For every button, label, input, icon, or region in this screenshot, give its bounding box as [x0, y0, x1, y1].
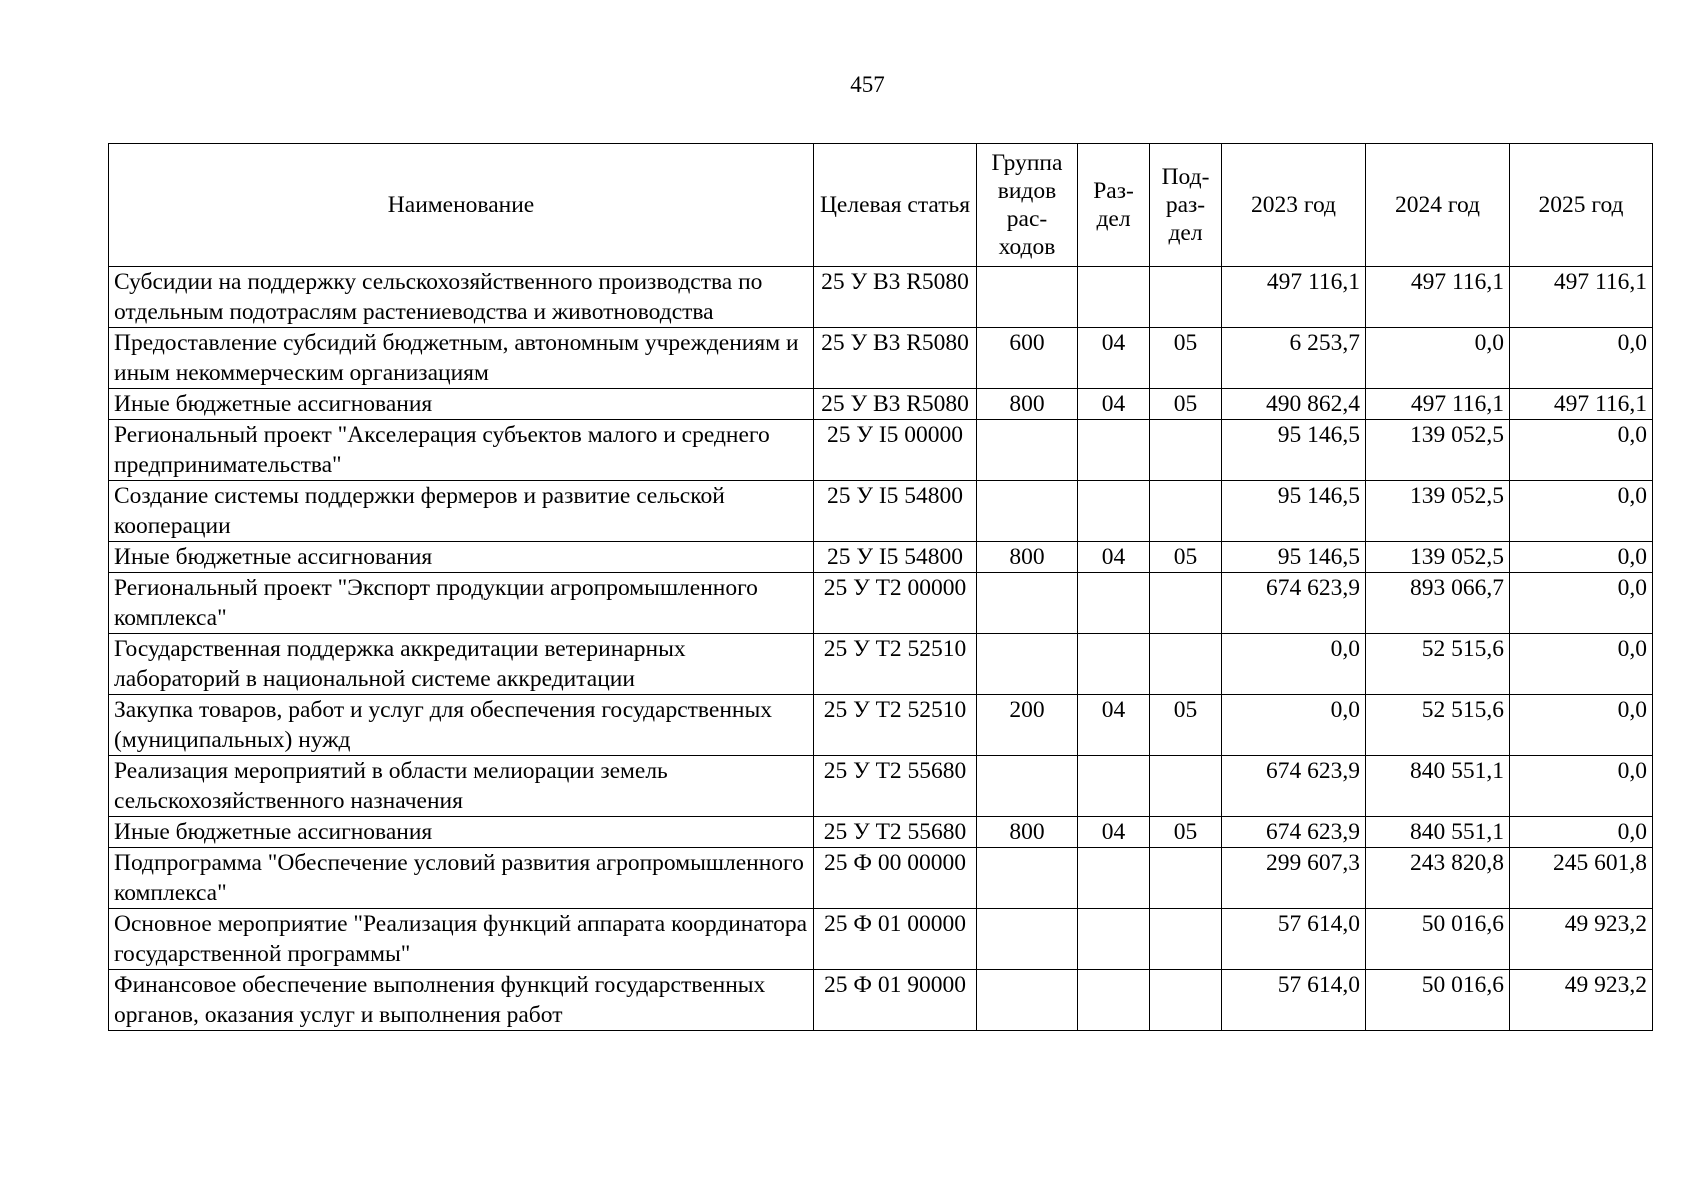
cell-target: 25 У В3 R5080	[814, 267, 977, 328]
cell-y2023: 490 862,4	[1222, 389, 1366, 420]
budget-table	[108, 143, 1653, 1031]
table-row	[109, 848, 1653, 909]
cell-section	[1078, 267, 1150, 328]
header-section: Раз-дел	[1078, 144, 1150, 267]
cell-subsection	[1150, 970, 1222, 1031]
cell-name: Реализация мероприятий в области мелиорации земель сельскохозяйственного назначения	[109, 756, 814, 817]
cell-target: 25 Ф 01 00000	[814, 909, 977, 970]
table-row	[109, 573, 1653, 634]
cell-subsection	[1150, 756, 1222, 817]
cell-subsection	[1150, 909, 1222, 970]
cell-name: Подпрограмма "Обеспечение условий развития агропромышленного комплекса"	[109, 848, 814, 909]
cell-y2025: 497 116,1	[1510, 389, 1653, 420]
cell-y2025: 0,0	[1510, 756, 1653, 817]
table-row	[109, 267, 1653, 328]
cell-y2023: 674 623,9	[1222, 573, 1366, 634]
table-row	[109, 695, 1653, 756]
cell-y2023: 299 607,3	[1222, 848, 1366, 909]
cell-group: 800	[977, 817, 1078, 848]
table-row	[109, 542, 1653, 573]
cell-subsection	[1150, 267, 1222, 328]
cell-group	[977, 909, 1078, 970]
table-row	[109, 970, 1653, 1031]
cell-y2024: 139 052,5	[1366, 542, 1510, 573]
header-target: Целевая статья	[814, 144, 977, 267]
cell-section	[1078, 420, 1150, 481]
cell-name: Основное мероприятие "Реализация функций аппарата координатора государственной программы"	[109, 909, 814, 970]
cell-y2025: 0,0	[1510, 634, 1653, 695]
cell-subsection	[1150, 848, 1222, 909]
cell-name: Субсидии на поддержку сельскохозяйственного производства по отдельным подотраслям растениеводства и животноводства	[109, 267, 814, 328]
table-row	[109, 817, 1653, 848]
cell-subsection	[1150, 481, 1222, 542]
header-2025: 2025 год	[1510, 144, 1653, 267]
cell-group	[977, 420, 1078, 481]
cell-name: Региональный проект "Экспорт продукции агропромышленного комплекса"	[109, 573, 814, 634]
cell-y2024: 0,0	[1366, 328, 1510, 389]
cell-subsection: 05	[1150, 817, 1222, 848]
cell-y2025: 49 923,2	[1510, 970, 1653, 1031]
cell-y2024: 50 016,6	[1366, 970, 1510, 1031]
cell-subsection: 05	[1150, 328, 1222, 389]
cell-y2025: 245 601,8	[1510, 848, 1653, 909]
cell-y2024: 243 820,8	[1366, 848, 1510, 909]
cell-section	[1078, 634, 1150, 695]
cell-target: 25 У Т2 52510	[814, 634, 977, 695]
cell-target: 25 У I5 00000	[814, 420, 977, 481]
cell-y2025: 0,0	[1510, 573, 1653, 634]
cell-target: 25 У Т2 55680	[814, 756, 977, 817]
cell-y2023: 674 623,9	[1222, 817, 1366, 848]
cell-name: Иные бюджетные ассигнования	[109, 817, 814, 848]
cell-section: 04	[1078, 328, 1150, 389]
table-row	[109, 420, 1653, 481]
cell-y2024: 52 515,6	[1366, 634, 1510, 695]
header-2024: 2024 год	[1366, 144, 1510, 267]
cell-group	[977, 970, 1078, 1031]
cell-section	[1078, 909, 1150, 970]
cell-subsection: 05	[1150, 542, 1222, 573]
cell-target: 25 У В3 R5080	[814, 328, 977, 389]
cell-subsection	[1150, 420, 1222, 481]
cell-y2023: 674 623,9	[1222, 756, 1366, 817]
cell-section	[1078, 481, 1150, 542]
cell-y2025: 0,0	[1510, 695, 1653, 756]
cell-y2024: 497 116,1	[1366, 389, 1510, 420]
cell-section: 04	[1078, 817, 1150, 848]
table-row	[109, 909, 1653, 970]
table-row	[109, 756, 1653, 817]
cell-target: 25 У В3 R5080	[814, 389, 977, 420]
cell-name: Предоставление субсидий бюджетным, автономным учреждениям и иным некоммерческим организациям	[109, 328, 814, 389]
cell-y2024: 52 515,6	[1366, 695, 1510, 756]
cell-group	[977, 756, 1078, 817]
cell-y2024: 840 551,1	[1366, 817, 1510, 848]
cell-name: Закупка товаров, работ и услуг для обеспечения государственных (муниципальных) нужд	[109, 695, 814, 756]
cell-target: 25 У I5 54800	[814, 481, 977, 542]
table-row	[109, 634, 1653, 695]
cell-y2025: 497 116,1	[1510, 267, 1653, 328]
cell-target: 25 Ф 00 00000	[814, 848, 977, 909]
header-2023: 2023 год	[1222, 144, 1366, 267]
cell-y2023: 57 614,0	[1222, 909, 1366, 970]
cell-section: 04	[1078, 542, 1150, 573]
cell-section: 04	[1078, 695, 1150, 756]
cell-target: 25 Ф 01 90000	[814, 970, 977, 1031]
cell-group: 800	[977, 389, 1078, 420]
cell-y2025: 0,0	[1510, 542, 1653, 573]
cell-name: Создание системы поддержки фермеров и развитие сельской кооперации	[109, 481, 814, 542]
cell-subsection: 05	[1150, 389, 1222, 420]
cell-y2025: 49 923,2	[1510, 909, 1653, 970]
cell-section	[1078, 756, 1150, 817]
cell-section: 04	[1078, 389, 1150, 420]
cell-y2025: 0,0	[1510, 420, 1653, 481]
cell-y2023: 6 253,7	[1222, 328, 1366, 389]
header-row	[109, 144, 1653, 267]
cell-y2025: 0,0	[1510, 817, 1653, 848]
cell-name: Иные бюджетные ассигнования	[109, 389, 814, 420]
cell-name: Иные бюджетные ассигнования	[109, 542, 814, 573]
cell-y2023: 95 146,5	[1222, 481, 1366, 542]
cell-y2023: 57 614,0	[1222, 970, 1366, 1031]
cell-target: 25 У I5 54800	[814, 542, 977, 573]
cell-group: 200	[977, 695, 1078, 756]
cell-section	[1078, 848, 1150, 909]
cell-y2023: 95 146,5	[1222, 542, 1366, 573]
header-subsection: Под-раз-дел	[1150, 144, 1222, 267]
cell-subsection: 05	[1150, 695, 1222, 756]
cell-group	[977, 267, 1078, 328]
cell-y2024: 139 052,5	[1366, 481, 1510, 542]
table-row	[109, 328, 1653, 389]
cell-group: 800	[977, 542, 1078, 573]
cell-name: Региональный проект "Акселерация субъектов малого и среднего предпринимательства"	[109, 420, 814, 481]
cell-group	[977, 634, 1078, 695]
cell-target: 25 У Т2 55680	[814, 817, 977, 848]
cell-y2023: 0,0	[1222, 634, 1366, 695]
cell-y2023: 95 146,5	[1222, 420, 1366, 481]
cell-subsection	[1150, 634, 1222, 695]
cell-y2023: 0,0	[1222, 695, 1366, 756]
cell-target: 25 У Т2 00000	[814, 573, 977, 634]
cell-y2024: 139 052,5	[1366, 420, 1510, 481]
cell-name: Финансовое обеспечение выполнения функций государственных органов, оказания услуг и выполнения работ	[109, 970, 814, 1031]
cell-y2025: 0,0	[1510, 328, 1653, 389]
cell-section	[1078, 573, 1150, 634]
cell-subsection	[1150, 573, 1222, 634]
page-number: 457	[850, 72, 885, 97]
cell-group	[977, 573, 1078, 634]
cell-y2024: 497 116,1	[1366, 267, 1510, 328]
cell-group	[977, 848, 1078, 909]
header-group: Группа видов рас-ходов	[977, 144, 1078, 267]
cell-target: 25 У Т2 52510	[814, 695, 977, 756]
cell-y2025: 0,0	[1510, 481, 1653, 542]
cell-name: Государственная поддержка аккредитации ветеринарных лабораторий в национальной системе аккредитации	[109, 634, 814, 695]
table-row	[109, 481, 1653, 542]
cell-group	[977, 481, 1078, 542]
table-row	[109, 389, 1653, 420]
cell-y2024: 893 066,7	[1366, 573, 1510, 634]
cell-group: 600	[977, 328, 1078, 389]
cell-y2024: 840 551,1	[1366, 756, 1510, 817]
cell-y2024: 50 016,6	[1366, 909, 1510, 970]
cell-y2023: 497 116,1	[1222, 267, 1366, 328]
header-name: Наименование	[109, 144, 814, 267]
cell-section	[1078, 970, 1150, 1031]
